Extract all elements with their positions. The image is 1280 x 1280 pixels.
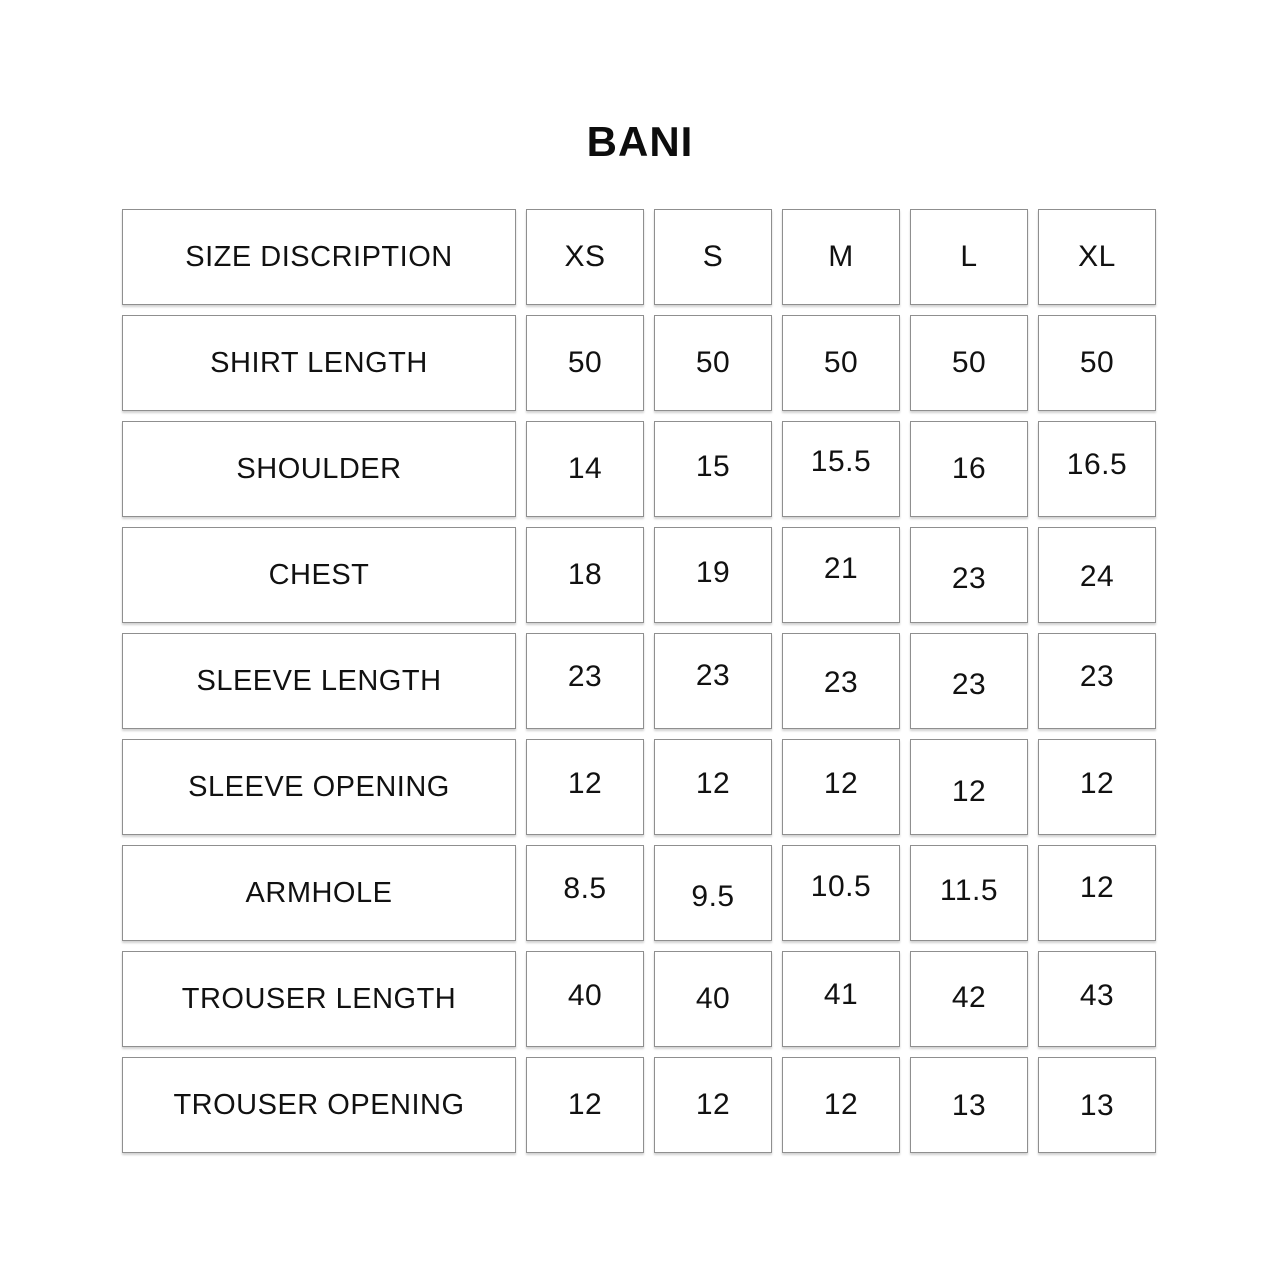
value-cell-trouser-opening-l xyxy=(910,1057,1028,1153)
row-label: SHOULDER xyxy=(236,452,402,485)
value-cell-sleeve-length-l xyxy=(910,633,1028,729)
size-label-s: S xyxy=(702,240,724,273)
cell-value: 10.5 xyxy=(810,870,872,903)
cell-value: 12 xyxy=(695,767,731,800)
cell-value: 23 xyxy=(1079,660,1115,693)
cell-value: 12 xyxy=(823,1088,859,1121)
value-cell-sleeve-length-m xyxy=(782,633,900,729)
cell-value: 41 xyxy=(823,978,859,1011)
value-cell-trouser-opening-s xyxy=(654,1057,772,1153)
row-label-trouser-length xyxy=(122,951,516,1047)
row-label-shoulder xyxy=(122,421,516,517)
row-label: ARMHOLE xyxy=(245,876,393,909)
cell-value: 13 xyxy=(1079,1089,1115,1122)
value-cell-trouser-length-m xyxy=(782,951,900,1047)
cell-value: 50 xyxy=(823,346,859,379)
header-cell-m xyxy=(782,209,900,305)
cell-value: 15.5 xyxy=(810,445,872,478)
cell-value: 23 xyxy=(567,660,603,693)
size-label-xl: XL xyxy=(1078,240,1116,273)
value-cell-chest-xl xyxy=(1038,527,1156,623)
cell-value: 50 xyxy=(567,346,603,379)
row-label: SLEEVE LENGTH xyxy=(196,664,442,697)
row-label: TROUSER OPENING xyxy=(173,1088,465,1121)
cell-value: 42 xyxy=(951,981,987,1014)
value-cell-sleeve-length-xl xyxy=(1038,633,1156,729)
cell-value: 13 xyxy=(951,1089,987,1122)
cell-value: 23 xyxy=(951,562,987,595)
value-cell-shirt-length-s xyxy=(654,315,772,411)
row-label-sleeve-length xyxy=(122,633,516,729)
value-cell-shirt-length-l xyxy=(910,315,1028,411)
value-cell-sleeve-opening-xl xyxy=(1038,739,1156,835)
value-cell-shirt-length-m xyxy=(782,315,900,411)
cell-value: 16 xyxy=(951,452,987,485)
value-cell-shoulder-m xyxy=(782,421,900,517)
value-cell-trouser-length-xl xyxy=(1038,951,1156,1047)
value-cell-trouser-opening-m xyxy=(782,1057,900,1153)
value-cell-armhole-xs xyxy=(526,845,644,941)
value-cell-armhole-s xyxy=(654,845,772,941)
value-cell-trouser-length-s xyxy=(654,951,772,1047)
cell-value: 19 xyxy=(695,556,731,589)
value-cell-trouser-length-xs xyxy=(526,951,644,1047)
header-cell-l xyxy=(910,209,1028,305)
value-cell-sleeve-length-xs xyxy=(526,633,644,729)
cell-value: 12 xyxy=(567,1088,603,1121)
value-cell-shoulder-xs xyxy=(526,421,644,517)
cell-value: 21 xyxy=(823,552,859,585)
value-cell-chest-m xyxy=(782,527,900,623)
value-cell-sleeve-opening-l xyxy=(910,739,1028,835)
cell-value: 23 xyxy=(951,668,987,701)
value-cell-sleeve-opening-s xyxy=(654,739,772,835)
row-label: SLEEVE OPENING xyxy=(188,770,450,803)
size-table xyxy=(122,209,1156,1153)
value-cell-trouser-opening-xl xyxy=(1038,1057,1156,1153)
cell-value: 18 xyxy=(567,558,603,591)
row-label: SHIRT LENGTH xyxy=(210,346,428,379)
value-cell-chest-s xyxy=(654,527,772,623)
row-label-sleeve-opening xyxy=(122,739,516,835)
value-cell-shirt-length-xl xyxy=(1038,315,1156,411)
cell-value: 9.5 xyxy=(691,880,735,913)
header-cell-s xyxy=(654,209,772,305)
value-cell-shoulder-s xyxy=(654,421,772,517)
cell-value: 12 xyxy=(695,1088,731,1121)
header-cell-xl xyxy=(1038,209,1156,305)
size-label-xs: XS xyxy=(564,240,606,273)
cell-value: 14 xyxy=(567,452,603,485)
value-cell-sleeve-opening-m xyxy=(782,739,900,835)
cell-value: 8.5 xyxy=(563,872,607,905)
value-cell-shoulder-l xyxy=(910,421,1028,517)
value-cell-chest-l xyxy=(910,527,1028,623)
size-label-l: L xyxy=(960,240,978,273)
value-cell-sleeve-length-s xyxy=(654,633,772,729)
page-title: BANI xyxy=(586,118,694,165)
cell-value: 16.5 xyxy=(1066,448,1128,481)
cell-value: 12 xyxy=(1079,767,1115,800)
cell-value: 23 xyxy=(823,666,859,699)
row-label: CHEST xyxy=(268,558,370,591)
cell-value: 40 xyxy=(567,979,603,1012)
cell-value: 50 xyxy=(1079,346,1115,379)
value-cell-sleeve-opening-xs xyxy=(526,739,644,835)
value-cell-armhole-l xyxy=(910,845,1028,941)
value-cell-chest-xs xyxy=(526,527,644,623)
cell-value: 11.5 xyxy=(939,874,999,907)
cell-value: 23 xyxy=(695,659,731,692)
value-cell-armhole-m xyxy=(782,845,900,941)
value-cell-trouser-length-l xyxy=(910,951,1028,1047)
header-cell-xs xyxy=(526,209,644,305)
row-label-trouser-opening xyxy=(122,1057,516,1153)
row-label-armhole xyxy=(122,845,516,941)
cell-value: 50 xyxy=(951,346,987,379)
cell-value: 12 xyxy=(823,767,859,800)
cell-value: 50 xyxy=(695,346,731,379)
size-label-m: M xyxy=(828,240,854,273)
cell-value: 12 xyxy=(1079,871,1115,904)
header-label: SIZE DISCRIPTION xyxy=(185,240,453,273)
value-cell-armhole-xl xyxy=(1038,845,1156,941)
value-cell-shoulder-xl xyxy=(1038,421,1156,517)
cell-value: 43 xyxy=(1079,979,1115,1012)
cell-value: 40 xyxy=(695,982,731,1015)
row-label-chest xyxy=(122,527,516,623)
cell-value: 12 xyxy=(567,767,603,800)
value-cell-shirt-length-xs xyxy=(526,315,644,411)
cell-value: 24 xyxy=(1079,560,1115,593)
value-cell-trouser-opening-xs xyxy=(526,1057,644,1153)
cell-value: 12 xyxy=(951,775,987,808)
cell-value: 15 xyxy=(695,450,731,483)
row-label: TROUSER LENGTH xyxy=(181,982,457,1015)
header-cell-size-description xyxy=(122,209,516,305)
row-label-shirt-length xyxy=(122,315,516,411)
